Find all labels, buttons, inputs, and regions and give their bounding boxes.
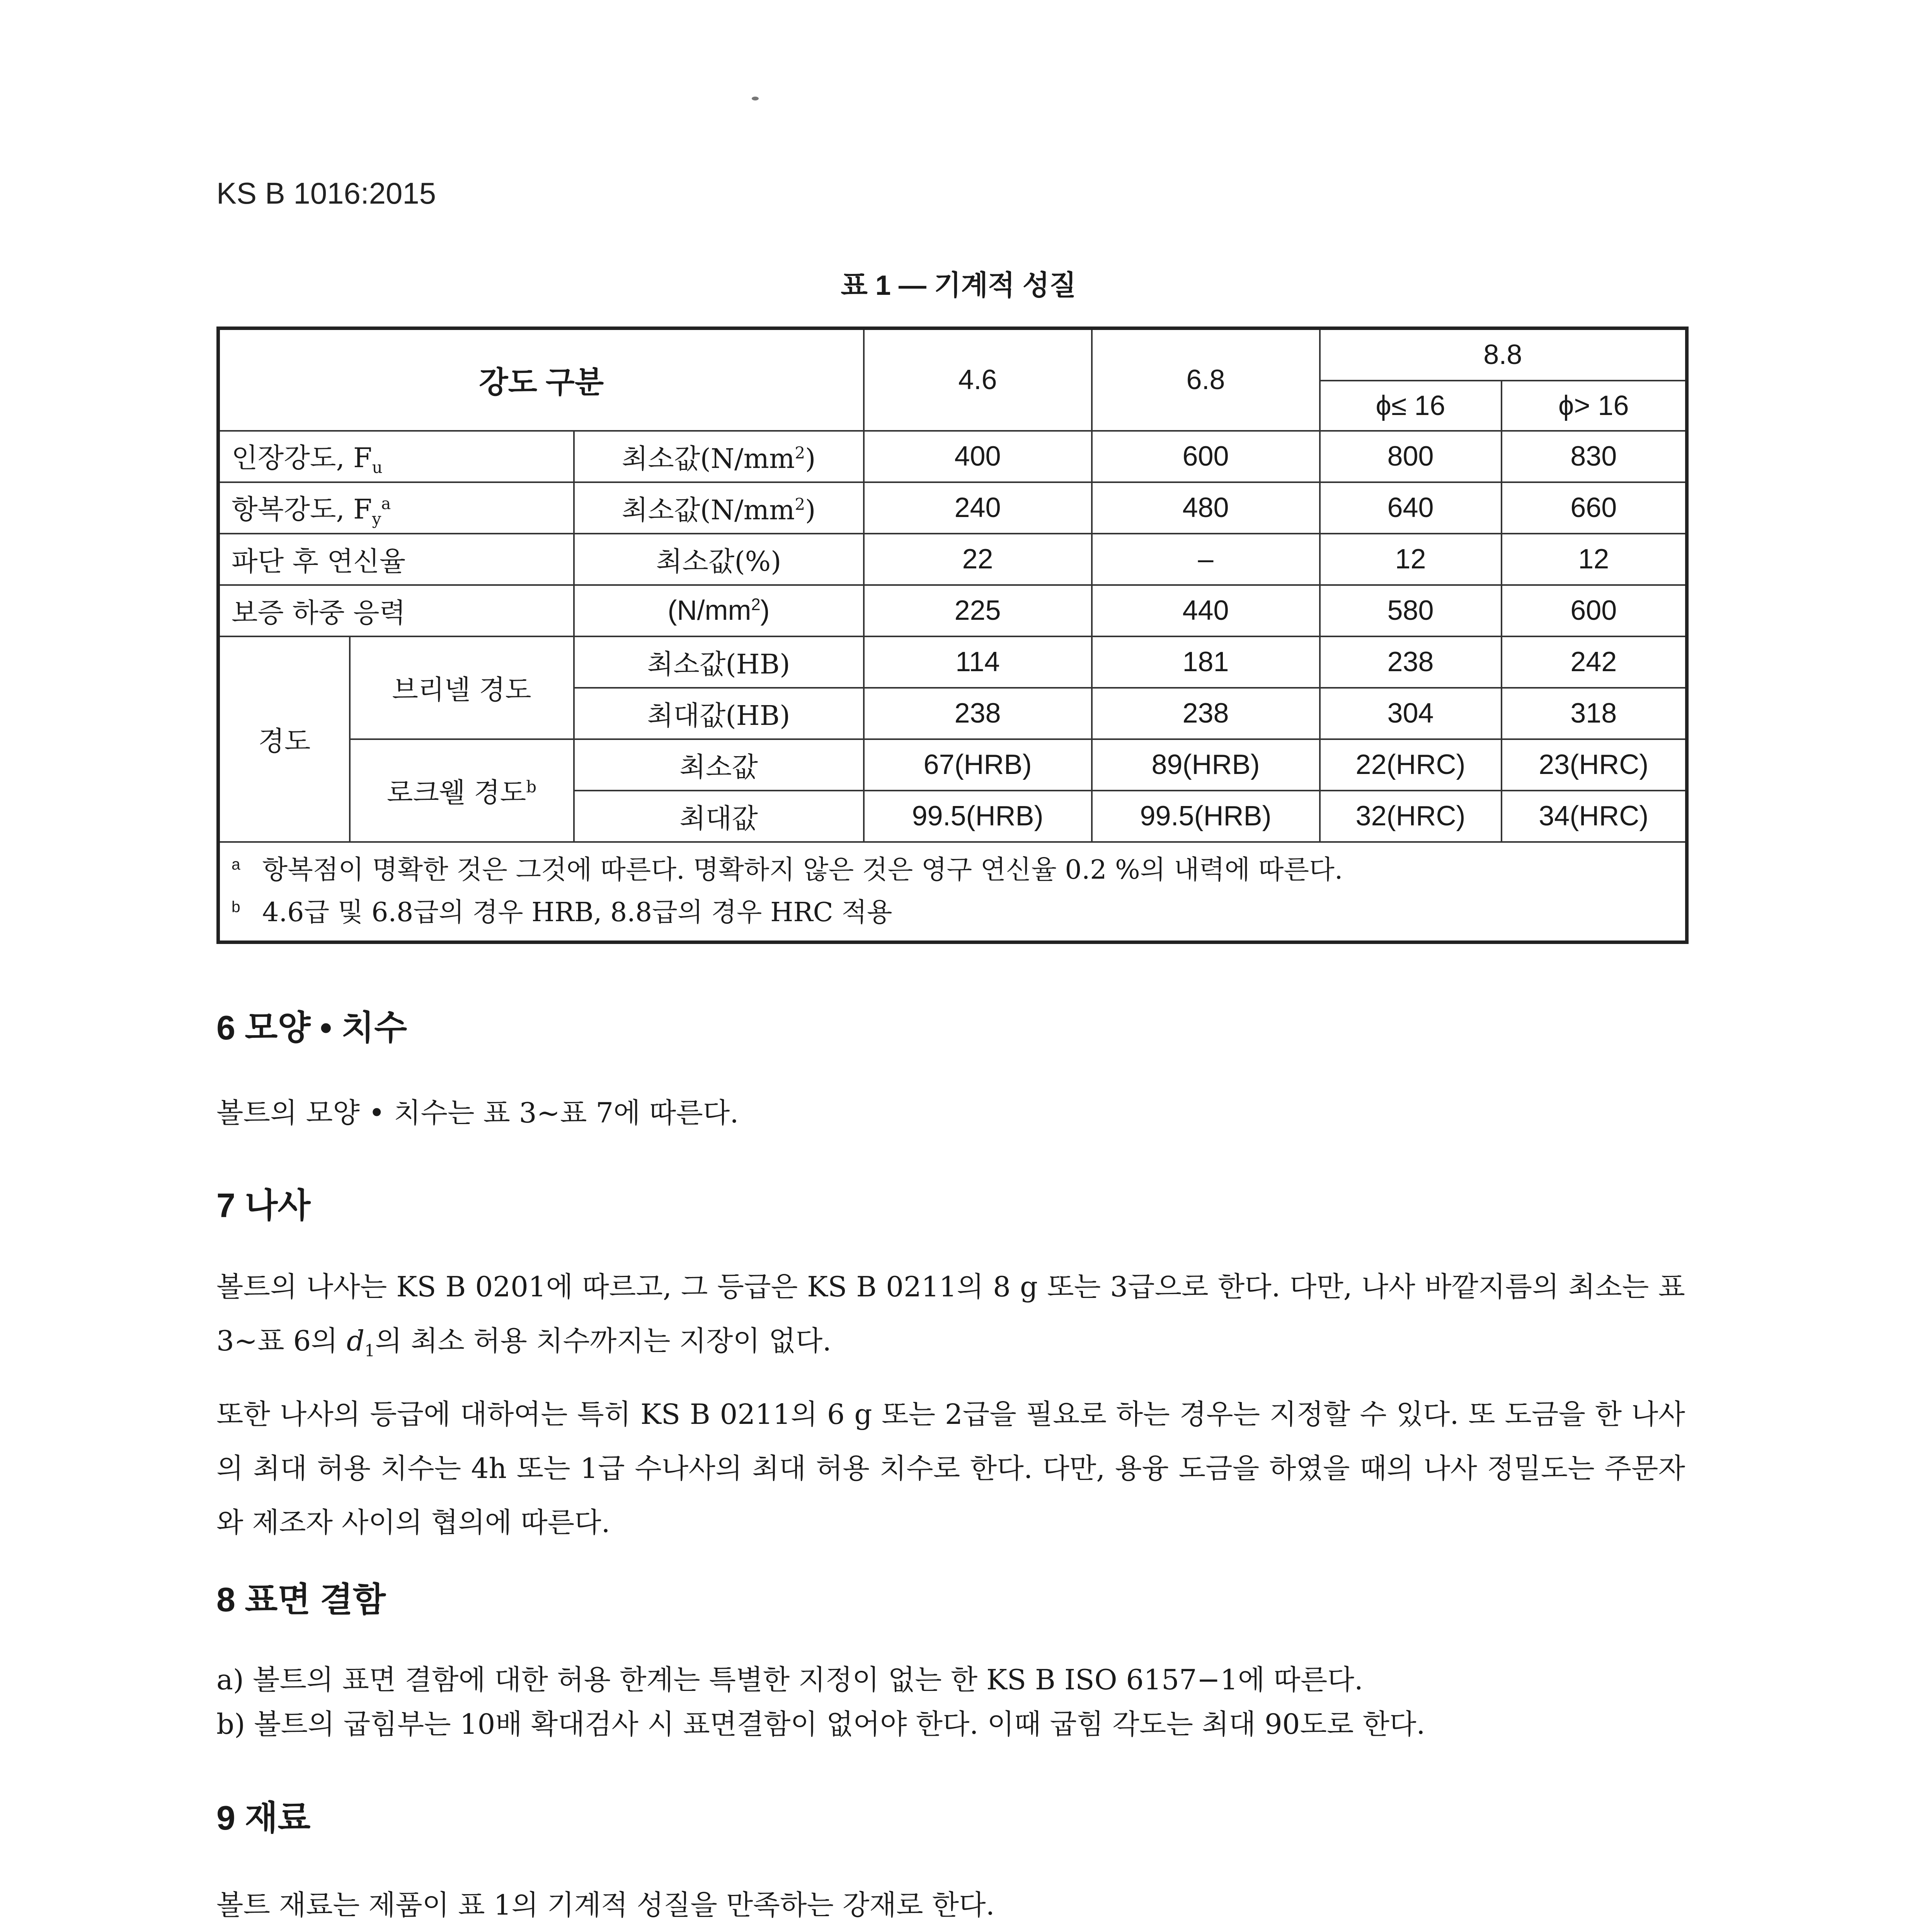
table-cell: 238 — [864, 688, 1092, 739]
table-cell: 600 — [1502, 585, 1687, 636]
rockwell-label: 로크웰 경도$^b$ — [350, 739, 574, 842]
table-cell: 238 — [1320, 636, 1502, 688]
table-note-b: $^b$ 4.6급 및 6.8급의 경우 HRB, 8.8급의 경우 HRC 적용 — [232, 897, 892, 928]
table-cell: 89(HRB) — [1092, 739, 1320, 791]
section-6-paragraph: 볼트의 모양 • 치수는 표 3~표 7에 따른다. — [216, 1097, 739, 1129]
table-cell: 580 — [1320, 585, 1502, 636]
table-cell: 12 — [1320, 534, 1502, 585]
mechanical-properties-table — [216, 327, 1689, 944]
tensile-strength-label: 인장강도, $F_u$ — [218, 431, 574, 482]
yield-unit: 최소값$(N/mm^2)$ — [574, 482, 864, 534]
table-cell: 800 — [1320, 431, 1502, 482]
table-row — [218, 431, 1687, 482]
section-8-item-a: a) 볼트의 표면 결함에 대한 허용 한계는 특별한 지정이 없는 한 KS B ISO 6157−1에 따른다. — [216, 1663, 1363, 1696]
table-header-row — [218, 328, 1687, 381]
table-cell: 99.5(HRB) — [864, 791, 1092, 842]
elongation-unit: 최소값(%) — [574, 534, 864, 585]
tensile-unit: 최소값$(N/mm^2)$ — [574, 431, 864, 482]
grade-8-8-header: 8.8 — [1320, 328, 1687, 381]
table-cell: 34(HRC) — [1502, 791, 1687, 842]
table-cell: – — [1092, 534, 1320, 585]
section-9-heading: 9 재료 — [216, 1799, 311, 1837]
section-8-item-b: b) 볼트의 굽힘부는 10배 확대검사 시 표면결함이 없어야 한다. 이때 굽힘 각도는 최대 90도로 한다. — [216, 1708, 1425, 1740]
table-cell: 23(HRC) — [1502, 739, 1687, 791]
table-notes-row — [218, 842, 1687, 942]
table-cell: 660 — [1502, 482, 1687, 534]
table-row — [218, 739, 1687, 791]
table-row — [218, 482, 1687, 534]
table-cell: 304 — [1320, 688, 1502, 739]
yield-strength-label: 항복강도, $F_y^a$ — [218, 482, 574, 534]
table-title: 표 1 — 기계적 성질 — [841, 270, 1076, 301]
section-9-paragraph: 볼트 재료는 제품이 표 1의 기계적 성질을 만족하는 강재로 한다. — [216, 1889, 995, 1921]
table-cell: 181 — [1092, 636, 1320, 688]
grade-6-8-header: 6.8 — [1092, 328, 1320, 431]
table-cell: 318 — [1502, 688, 1687, 739]
table-cell: 242 — [1502, 636, 1687, 688]
elongation-label: 파단 후 연신율 — [218, 534, 574, 585]
table-cell: 400 — [864, 431, 1092, 482]
table-cell: 480 — [1092, 482, 1320, 534]
table-row — [218, 585, 1687, 636]
document-id: KS B 1016:2015 — [216, 176, 436, 210]
section-8-heading: 8 표면 결함 — [216, 1580, 386, 1619]
table-cell: 99.5(HRB) — [1092, 791, 1320, 842]
section-7-paragraph-1: 볼트의 나사는 KS B 0201에 따르고, 그 등급은 KS B 0211의 8 g 또는 3급으로 한다. 다만, 나사 바깥지름의 최소는 표 3~표 6의 $d_1$의 최소 허용 치수까지는 지장이 없다. — [216, 1270, 1685, 1361]
proof-stress-label: 보증 하중 응력 — [218, 585, 574, 636]
table-row — [218, 636, 1687, 688]
scan-speck — [752, 97, 759, 100]
table-cell: 12 — [1502, 534, 1687, 585]
table-cell: 600 — [1092, 431, 1320, 482]
rockwell-min-label: 최소값 — [574, 739, 864, 791]
diameter-le-16-header: ϕ≤ 16 — [1320, 381, 1502, 431]
table-row — [218, 534, 1687, 585]
table-cell: 22 — [864, 534, 1092, 585]
grade-4-6-header: 4.6 — [864, 328, 1092, 431]
rockwell-max-label: 최대값 — [574, 791, 864, 842]
table-cell: 440 — [1092, 585, 1320, 636]
brinell-max-label: 최대값(HB) — [574, 688, 864, 739]
table-cell: 240 — [864, 482, 1092, 534]
section-7-heading: 7 나사 — [216, 1186, 311, 1225]
table-cell: 640 — [1320, 482, 1502, 534]
table-cell: 830 — [1502, 431, 1687, 482]
table-note-a: $^a$ 항복점이 명확한 것은 그것에 따른다. 명확하지 않은 것은 영구 연신율 0.2 %의 내력에 따른다. — [232, 855, 1343, 886]
diameter-gt-16-header: ϕ> 16 — [1502, 381, 1687, 431]
table-cell: 114 — [864, 636, 1092, 688]
proof-stress-unit: $(N/mm^2)$ — [574, 585, 864, 636]
table-notes — [218, 842, 1687, 942]
table-cell: 22(HRC) — [1320, 739, 1502, 791]
table-cell: 32(HRC) — [1320, 791, 1502, 842]
section-6-heading: 6 모양 • 치수 — [216, 1009, 407, 1047]
strength-class-header: 강도 구분 — [218, 328, 864, 431]
brinell-min-label: 최소값(HB) — [574, 636, 864, 688]
hardness-label: 경도 — [218, 636, 350, 842]
table-cell: 238 — [1092, 688, 1320, 739]
table-cell: 225 — [864, 585, 1092, 636]
brinell-label: 브리넬 경도 — [350, 636, 574, 739]
table-cell: 67(HRB) — [864, 739, 1092, 791]
section-7-paragraph-2: 또한 나사의 등급에 대하여는 특히 KS B 0211의 6 g 또는 2급을 필요로 하는 경우는 지정할 수 있다. 또 도금을 한 나사의 최대 허용 치수는 4h 또는 1급 수나사의 최대 허용 치수로 한다. 다만, 용융 도금을 하였을 때의 나사 정밀도는 주문자와 제조자 사이의 협의에 따른다. — [216, 1398, 1685, 1539]
